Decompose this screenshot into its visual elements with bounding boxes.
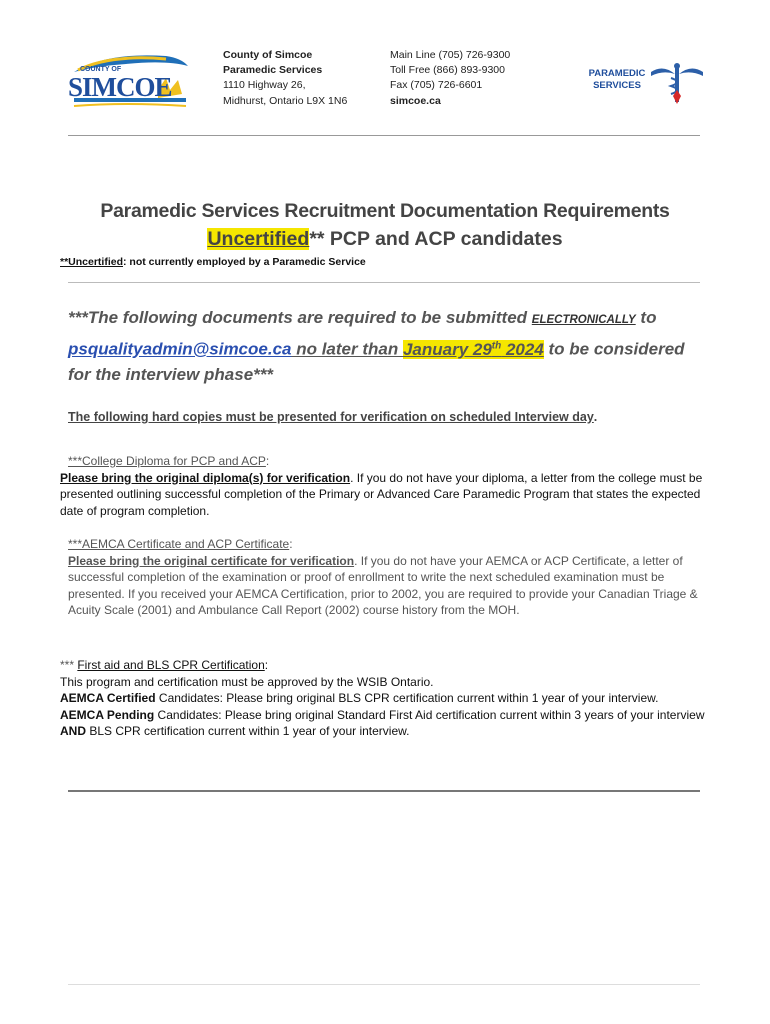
pending-label: AEMCA Pending [60, 707, 155, 722]
uncertified-definition [60, 256, 366, 268]
page-bottom-rule [68, 984, 700, 985]
paramedic-logo-line: SERVICES [593, 80, 641, 91]
and-text: AND [60, 724, 86, 738]
notice-text: to [635, 308, 657, 327]
notice-text: no later than [291, 339, 403, 359]
hard-copies-period: . [593, 410, 598, 424]
first-aid-heading [60, 657, 710, 674]
website-link[interactable]: simcoe.ca [390, 94, 441, 107]
diploma-bold-lead: Please bring the original diploma(s) for verification [60, 470, 351, 485]
address-line: Midhurst, Ontario L9X 1N6 [223, 94, 348, 107]
aemca-heading-text: ***AEMCA Certificate and ACP Certificate [68, 537, 290, 551]
toll-free: Toll Free (866) 893-9300 [390, 64, 505, 77]
caduceus-icon [649, 62, 705, 106]
deadline-suffix: th [491, 340, 502, 351]
uncertified-highlight: Uncertified [207, 228, 310, 250]
address-line: 1110 Highway 26, [223, 79, 306, 92]
page-title: Paramedic Services Recruitment Documentation Requirements [100, 200, 670, 222]
diploma-body: . If you do not have your diploma, a letter from the college must be presented outlining successful completion of the Primary or Advanced Care Paramedic Program that states the expected date of program completion. [60, 470, 703, 518]
address-line: Paramedic Services [223, 64, 323, 77]
main-line: Main Line (705) 726-9300 [390, 49, 511, 61]
page-subtitle [0, 228, 770, 251]
pending-text: BLS CPR certification current within 1 year of your interview. [86, 724, 410, 738]
submission-notice [68, 305, 708, 387]
footer-divider [68, 790, 700, 792]
aemca-certified-line [60, 690, 710, 707]
first-aid-heading-text: First aid and BLS CPR Certification [77, 658, 265, 672]
pending-text: Candidates: Please bring original Standard First Aid certification current within 3 years of your interview [154, 707, 705, 722]
deadline-date [403, 340, 544, 359]
wsib-line: This program and certification must be approved by the WSIB Ontario. [60, 674, 434, 689]
paramedic-logo-line: PARAMEDIC [588, 68, 646, 79]
deadline-day: January 29 [402, 339, 492, 359]
first-aid-section [60, 657, 710, 740]
deadline-year: 2024 [501, 339, 544, 359]
email-link[interactable]: psqualityadmin@simcoe.ca [68, 339, 292, 359]
logo-simcoe-text: SIMCOE [68, 72, 172, 102]
logo-county-of-text: COUNTY OF [80, 66, 122, 73]
header-divider [68, 135, 700, 136]
address-block [223, 48, 347, 109]
paramedic-logo-text [585, 68, 649, 92]
fax: Fax (705) 726-6601 [390, 79, 483, 92]
notice-text: to be considered for the interview phase*** [68, 339, 685, 384]
hard-copies-text: The following hard copies must be presented for verification on scheduled Interview day [68, 410, 594, 424]
subtitle-rest: ** PCP and ACP candidates [309, 228, 563, 250]
certified-label: AEMCA Certified [60, 691, 156, 705]
aemca-body: . If you do not have your AEMCA or ACP Certificate, a letter of successful completion of the examination or proof of enrollment to write the next scheduled examination must be presented. If you received your AEMCA Certification, prior to 2002, you are required to provide your Canadian Triage & Acuity Scale (2001) and Ambulance Call Report (2002) course history from the MOH. [68, 553, 698, 617]
diploma-heading-text: ***College Diploma for PCP and ACP [68, 454, 266, 468]
notice-text: ***The following documents are required to be submitted [68, 308, 532, 327]
aemca-section [60, 536, 710, 619]
county-of-simcoe-logo [66, 50, 190, 112]
title-divider [68, 282, 700, 283]
paramedic-services-logo [585, 62, 705, 106]
diploma-heading [60, 453, 710, 470]
aemca-heading-colon: : [289, 537, 293, 551]
diploma-heading-colon: : [265, 454, 270, 468]
electronically-text: ELECTRONICALLY [531, 314, 636, 326]
hard-copies-heading [68, 410, 597, 424]
uncertified-text: : not currently employed by a Paramedic Service [123, 256, 366, 268]
first-aid-prefix: *** [60, 658, 78, 672]
aemca-bold-lead: Please bring the original certificate for verification [68, 553, 355, 568]
first-aid-heading-colon: : [264, 658, 269, 672]
diploma-section [60, 453, 710, 519]
contact-block [390, 48, 510, 109]
certified-text: Candidates: Please bring original BLS CPR certification current within 1 year of your interview. [155, 691, 659, 705]
aemca-pending-line [60, 707, 710, 740]
uncertified-term: **Uncertified [60, 256, 124, 268]
address-line: County of Simcoe [223, 49, 313, 61]
aemca-heading [60, 536, 710, 553]
aemca-body-block [60, 553, 710, 619]
